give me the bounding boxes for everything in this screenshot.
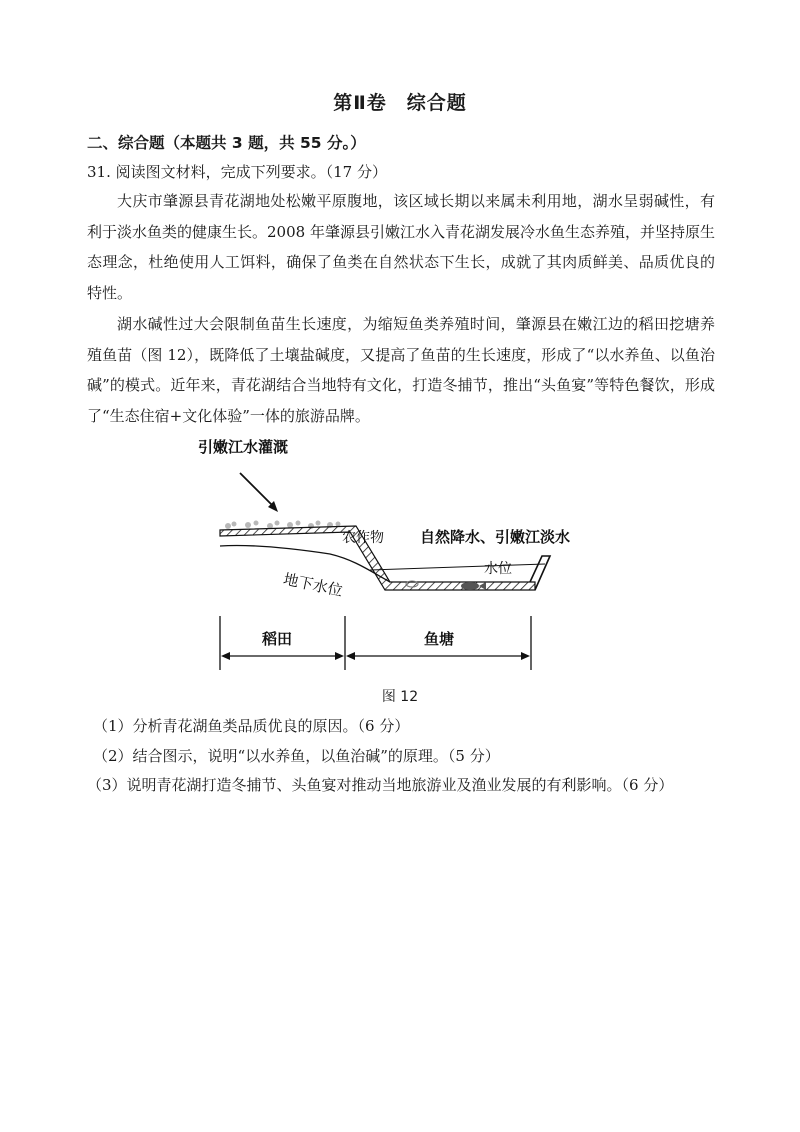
pond-width-arrow (346, 652, 530, 660)
section-heading: 二、综合题（本题共 3 题，共 55 分。） (87, 134, 366, 152)
material-paragraph-2: 湖水碱性过大会限制鱼苗生长速度，为缩短鱼类养殖时间，肇源县在嫩江边的稻田挖塘养殖鱼苗（图 12），既降低了土壤盐碱度，又提高了鱼苗的生长速度，形成了“以水养鱼、以鱼治碱”的模式。近年来，青花湖结合当地特有文化，打造冬捕节，推出“头鱼宴”等特色餐饮，形成了“生态住宿+文化体验”一体的旅游品牌。 (87, 315, 715, 425)
irrigation-label: 引嫩江水灌溉 (198, 438, 289, 456)
sub-question-2: （2）结合图示，说明“以水养鱼，以鱼治碱”的原理。（5 分） (93, 747, 500, 765)
paddy-label: 稻田 (262, 630, 293, 648)
sub-question-3: （3）说明青花湖打造冬捕节、头鱼宴对推动当地旅游业及渔业发展的有利影响。（6 分） (87, 776, 674, 794)
figure-12-diagram (190, 436, 570, 676)
figure-caption: 图 12 (381, 689, 419, 705)
crops-label: 农作物 (342, 530, 384, 546)
question-header: 31. 阅读图文材料，完成下列要求。（17 分） (87, 163, 387, 181)
paddy-width-arrow (221, 652, 344, 660)
water-level-label: 水位 (484, 561, 512, 577)
material-paragraph-1: 大庆市肇源县青花湖地处松嫩平原腹地，该区域长期以来属未利用地，湖水呈弱碱性，有利于淡水鱼类的健康生长。2008 年肇源县引嫩江水入青花湖发展冷水鱼生态养殖，并坚持原生态理念，杜绝使用人工饵料，确保了鱼类在自然状态下生长，成就了其肉质鲜美、品质优良的特性。 (87, 192, 715, 302)
pond-label: 鱼塘 (424, 630, 455, 648)
paddy-pond-cross-section (190, 436, 570, 676)
water-source-label: 自然降水、引嫩江淡水 (420, 528, 571, 546)
groundwater-label: 地下水位 (281, 569, 345, 601)
irrigation-arrow (240, 473, 278, 512)
water-surface (370, 564, 545, 570)
page-title: 第Ⅱ卷 综合题 (333, 92, 467, 114)
sub-question-1: （1）分析青花湖鱼类品质优良的原因。（6 分） (93, 717, 410, 735)
